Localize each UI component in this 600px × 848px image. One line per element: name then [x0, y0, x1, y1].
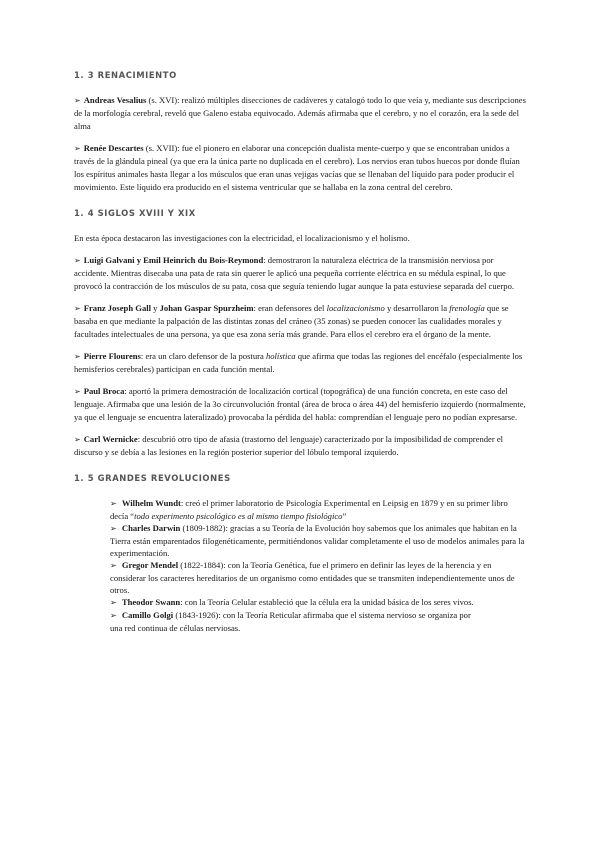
name-spurzheim: Johan Gaspar Spurzheim [159, 303, 254, 313]
arrowhead-icon: ➢ [110, 561, 117, 570]
arrowhead-icon: ➢ [74, 144, 81, 153]
text-flourens-1: : era un claro defensor de la postura [140, 351, 266, 361]
list-item-mendel [110, 559, 526, 596]
arrowhead-icon: ➢ [74, 387, 81, 396]
name-wundt: Wilhelm Wundt [121, 498, 181, 508]
text-gall-2: y desarrollaron la [384, 303, 450, 313]
paragraph-intro: En esta época destacaron las investigaciones con la electricidad, el localizacionismo y el holismo. [74, 233, 410, 243]
section-heading-siglos: 1. 4 SIGLOS XVIII Y XIX [74, 208, 196, 218]
revolutions-list [110, 497, 526, 622]
name-golgi: Camillo Golgi [121, 610, 174, 620]
text-broca: : aportó la primera demostración de localización cortical (topográfica) de una función concreta, en este caso del lenguaje. Afirmaba que una lesión de la 3o circunvolución frontal (área de broca o área 44) del hemisferio izquierdo (normalmente, ya que el lenguaje se encuentra lateralizado) provocaba la pérdida del habla: comprendían el lenguaje pero no podían expresarse. [74, 386, 526, 422]
list-item-wundt [110, 497, 526, 522]
paragraph-vesalius [74, 94, 526, 133]
text-wundt-1: : creó el primer laboratorio de Psicología Experimental en Leipsig en 1879 y en su primer libro decía “ [110, 498, 508, 521]
text-mendel: (1822-1884): con la Teoría Genética, fue el primero en definir las leyes de la herencia y en considerar los caracteres hereditarios de un organismo como entidades que se transmiten independientemente unos de otros. [110, 560, 515, 595]
list-item-golgi [110, 609, 526, 622]
paragraph-broca [74, 385, 526, 424]
section-heading-renacimiento: 1. 3 RENACIMIENTO [74, 70, 177, 80]
text-and: y [151, 303, 160, 313]
arrowhead-icon: ➢ [74, 256, 81, 265]
arrowhead-icon: ➢ [74, 96, 81, 105]
paragraph-wernicke [74, 433, 526, 459]
term-localizacionismo: localizacionismo [326, 303, 385, 313]
text-darwin: (1809-1882): gracias a su Teoría de la Evolución hoy sabemos que los animales que habitan en la Tierra están emparentados filogenéticamente, permitiéndonos validar completamente el uso de modelos animales para la experimentación. [110, 523, 525, 558]
name-flourens: Pierre Flourens [83, 351, 141, 361]
text-golgi-1: (1843-1926): con la Teoría Reticular afirmaba que el sistema nervioso se organiza por [173, 610, 471, 620]
name-galvani: Luigi Galvani y Emil Heinrich du Bois-Reymond [83, 255, 264, 265]
term-frenologia: frenología [449, 303, 485, 313]
name-gall: Franz Joseph Gall [83, 303, 152, 313]
name-vesalius: Andreas Vesalius [83, 95, 147, 105]
name-mendel: Gregor Mendel [121, 560, 179, 570]
text-wundt-2: ” [342, 511, 347, 521]
list-item-darwin [110, 522, 526, 559]
text-flourens-2: que afirma que todas las regiones del encéfalo (especialmente los hemisferios cerebrales) participan en cada función mental. [74, 351, 523, 374]
paragraph-descartes [74, 142, 526, 194]
arrowhead-icon: ➢ [110, 524, 117, 533]
document-page [74, 70, 526, 634]
text-wernicke: : descubrió otro tipo de afasia (trastorno del lenguaje) caracterizado por la imposibilidad de comprender el discurso y se debía a las lesiones en la región posterior superior del lóbulo temporal izquierdo. [74, 434, 504, 457]
name-swann: Theodor Swann [121, 597, 181, 607]
text-swann: : con la Teoría Celular estableció que la célula era la unidad básica de los seres vivos. [180, 597, 474, 607]
list-item-swann [110, 596, 526, 609]
paragraph-flourens [74, 350, 526, 376]
name-broca: Paul Broca [83, 386, 125, 396]
text-vesalius: (s. XVI): realizó múltiples disecciones de cadáveres y catalogó todo lo que veía y, mediante sus descripciones de la morfología cerebral, reveló que Galeno estaba equivocado. Además afirmaba que el cerebro, y no el corazón, era la sede del alma [74, 95, 526, 131]
paragraph-gall [74, 302, 526, 341]
text-gall-1: : eran defensores del [253, 303, 327, 313]
name-darwin: Charles Darwin [121, 523, 181, 533]
arrowhead-icon: ➢ [74, 304, 81, 313]
arrowhead-icon: ➢ [110, 598, 117, 607]
arrowhead-icon: ➢ [110, 611, 117, 620]
paragraph-golgi-continuation: una red continua de células nerviosas. [110, 623, 241, 633]
text-galvani: : demostraron la naturaleza eléctrica de la transmisión nerviosa por accidente. Mientras disecaba una pata de rata sin querer le aplicó una pequeña corriente eléctrica en su médula espinal, lo que provocó la contracción de los músculos de su pata, cosa que seguía teniendo lugar aunque la pata estuviese separada del cuerpo. [74, 255, 515, 291]
term-holistica: holística [265, 351, 296, 361]
name-descartes: Renée Descartes [83, 143, 144, 153]
paragraph-galvani [74, 254, 526, 293]
arrowhead-icon: ➢ [74, 435, 81, 444]
arrowhead-icon: ➢ [74, 352, 81, 361]
text-descartes: (s. XVII): fue el pionero en elaborar una concepción dualista mente-cuerpo y que se encontraban unidos a través de la glándula pineal (ya que era la única parte no duplicada en el cerebro). Los nervios eran tubos huecos por donde fluían los espíritus animales hasta llegar a los músculos que eran unas vejigas vacías que se llenaban del líquido para poder producir el movimiento. Este líquido era producido en el sistema ventricular que se hallaba en la zona central del cerebro. [74, 143, 520, 192]
name-wernicke: Carl Wernicke [83, 434, 138, 444]
section-heading-revoluciones: 1. 5 GRANDES REVOLUCIONES [74, 473, 231, 483]
quote-wundt: todo experimento psicológico es al mismo tiempo fisiológico [134, 511, 343, 521]
text-gall-3: que se basaba en que mediante la palpación de las distintas zonas del cráneo (35 zonas) se pueden conocer las cualidades morales y facultades intelectuales de una persona, ya que esa zona sería más grande. Para ellos el cerebro era el órgano de la mente. [74, 303, 509, 339]
arrowhead-icon: ➢ [110, 499, 117, 508]
